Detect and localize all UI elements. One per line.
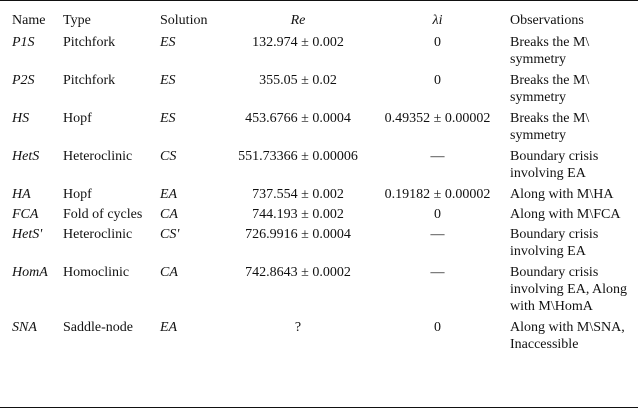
header-observations: Observations xyxy=(510,13,584,28)
table-row xyxy=(0,148,638,186)
cell-name: FCA xyxy=(12,207,39,222)
cell-solution: CS' xyxy=(160,227,180,242)
cell-name: HS xyxy=(12,111,30,126)
table-row xyxy=(0,206,638,226)
cell-solution: EA xyxy=(160,187,178,202)
cell-re: 737.554 ± 0.002 xyxy=(252,187,344,202)
cell-re: 742.8643 ± 0.0002 xyxy=(245,265,351,280)
table-row xyxy=(0,264,638,319)
cell-name: P1S xyxy=(12,35,35,50)
cell-lambda: 0.49352 ± 0.00002 xyxy=(384,111,491,126)
cell-lambda: 0 xyxy=(434,320,441,335)
cell-re: ? xyxy=(294,320,302,335)
cell-solution: CS xyxy=(160,149,177,164)
header-solution: Solution xyxy=(160,13,208,28)
cell-lambda: — xyxy=(430,265,445,280)
cell-type: Fold of cycles xyxy=(63,207,143,222)
cell-re: 453.6766 ± 0.0004 xyxy=(245,111,351,126)
table-row xyxy=(0,226,638,264)
table-row xyxy=(0,34,638,72)
cell-observations: Breaks the M\ symmetry xyxy=(510,35,590,67)
cell-type: Homoclinic xyxy=(63,265,130,280)
cell-re: 726.9916 ± 0.0004 xyxy=(245,227,351,242)
cell-type: Pitchfork xyxy=(63,73,116,88)
cell-observations: Along with M\SNA, Inaccessible xyxy=(510,320,625,352)
cell-type: Heteroclinic xyxy=(63,149,133,164)
cell-type: Pitchfork xyxy=(63,35,116,50)
cell-solution: ES xyxy=(160,111,176,126)
cell-observations: Boundary crisis involving EA xyxy=(510,227,599,259)
cell-type: Saddle-node xyxy=(63,320,133,335)
cell-solution: CA xyxy=(160,207,178,222)
cell-observations: Breaks the M\ symmetry xyxy=(510,73,590,105)
bottom-rule xyxy=(0,407,638,408)
cell-lambda: — xyxy=(430,149,445,164)
table-row xyxy=(0,72,638,110)
header-type: Type xyxy=(63,13,91,28)
cell-re: 132.974 ± 0.002 xyxy=(252,35,344,50)
cell-name: HA xyxy=(12,187,31,202)
cell-name: HetS' xyxy=(12,227,43,242)
cell-re: 551.73366 ± 0.00006 xyxy=(238,149,358,164)
cell-re: 744.193 ± 0.002 xyxy=(252,207,344,222)
cell-lambda: 0.19182 ± 0.00002 xyxy=(384,187,491,202)
cell-name: HomA xyxy=(12,265,48,280)
top-rule xyxy=(0,0,638,1)
table-row xyxy=(0,110,638,148)
table-row xyxy=(0,186,638,206)
cell-observations: Along with M\HA xyxy=(510,187,614,202)
cell-solution: CA xyxy=(160,265,178,280)
cell-solution: EA xyxy=(160,320,178,335)
cell-name: P2S xyxy=(12,73,35,88)
cell-lambda: 0 xyxy=(434,207,441,222)
cell-observations: Breaks the M\ symmetry xyxy=(510,111,590,143)
cell-solution: ES xyxy=(160,73,176,88)
cell-observations: Boundary crisis involving EA xyxy=(510,149,599,181)
cell-observations: Along with M\FCA xyxy=(510,207,621,222)
cell-lambda: 0 xyxy=(434,35,441,50)
cell-re: 355.05 ± 0.02 xyxy=(259,73,337,88)
cell-observations: Boundary crisis involving EA, Along with M\HomA xyxy=(510,265,628,314)
header-re: Re xyxy=(290,13,306,28)
header-lambda: λi xyxy=(432,13,443,28)
cell-type: Hopf xyxy=(63,187,92,202)
header-name: Name xyxy=(12,13,46,28)
cell-type: Hopf xyxy=(63,111,92,126)
bifurcation-table xyxy=(0,12,638,357)
cell-name: SNA xyxy=(12,320,37,335)
table-header-row xyxy=(0,12,638,34)
table-row xyxy=(0,319,638,357)
cell-name: HetS xyxy=(12,149,40,164)
cell-type: Heteroclinic xyxy=(63,227,133,242)
cell-solution: ES xyxy=(160,35,176,50)
cell-lambda: — xyxy=(430,227,445,242)
cell-lambda: 0 xyxy=(434,73,441,88)
